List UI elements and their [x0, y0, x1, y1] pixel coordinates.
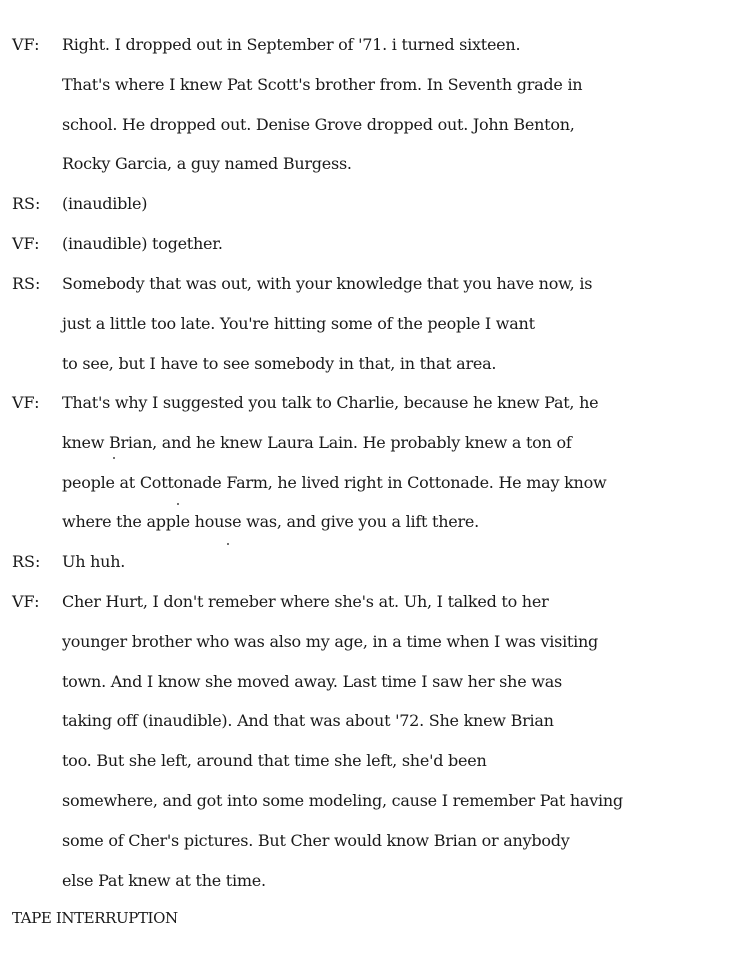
dialogue-line: where the apple house was, and give you a lift there.	[62, 512, 479, 532]
dialogue-text	[62, 542, 738, 582]
scan-speck	[113, 457, 115, 459]
tape-interruption-note: TAPE INTERRUPTION	[12, 909, 178, 927]
dialogue-line: town. And I know she moved away. Last time I saw her she was	[62, 671, 562, 691]
dialogue-text	[62, 582, 738, 900]
dialogue-text	[62, 383, 738, 542]
dialogue-line: too. But she left, around that time she left, she'd been	[62, 751, 487, 771]
dialogue-line: That's where I knew Pat Scott's brother from. In Seventh grade in	[62, 74, 583, 94]
dialogue-text	[62, 264, 738, 383]
speaker-label: RS:	[12, 194, 41, 213]
dialogue-line: school. He dropped out. Denise Grove dropped out. John Benton,	[62, 114, 575, 134]
dialogue-line: else Pat knew at the time.	[62, 870, 266, 890]
dialogue-line: younger brother who was also my age, in a time when I was visiting	[62, 631, 599, 651]
speaker-label: RS:	[12, 552, 41, 571]
speaker-label: RS:	[12, 274, 41, 293]
scan-speck	[177, 503, 179, 505]
dialogue-text	[62, 25, 738, 184]
speaker-label: VF:	[12, 592, 40, 611]
dialogue-line: knew Brian, and he knew Laura Lain. He probably knew a ton of	[62, 432, 572, 452]
dialogue-line: to see, but I have to see somebody in that, in that area.	[62, 353, 497, 373]
dialogue-line: just a little too late. You're hitting some of the people I want	[62, 313, 535, 333]
scan-speck	[227, 543, 229, 545]
dialogue-line: Somebody that was out, with your knowledge that you have now, is	[62, 274, 593, 293]
dialogue-line: (inaudible) together.	[62, 234, 223, 253]
speaker-label: VF:	[12, 35, 40, 54]
dialogue-line: taking off (inaudible). And that was about '72. She knew Brian	[62, 711, 554, 731]
speaker-label: VF:	[12, 393, 40, 412]
dialogue-line: Cher Hurt, I don't remeber where she's at. Uh, I talked to her	[62, 592, 549, 611]
dialogue-line: some of Cher's pictures. But Cher would know Brian or anybody	[62, 830, 570, 850]
dialogue-line: people at Cottonade Farm, he lived right in Cottonade. He may know	[62, 472, 607, 492]
dialogue-line: somewhere, and got into some modeling, cause I remember Pat having	[62, 790, 623, 810]
dialogue-line: That's why I suggested you talk to Charlie, because he knew Pat, he	[62, 393, 599, 412]
dialogue-text	[62, 184, 738, 224]
dialogue-line: Uh huh.	[62, 552, 126, 571]
speaker-label: VF:	[12, 234, 40, 253]
dialogue-text	[62, 224, 738, 264]
dialogue-line: (inaudible)	[62, 194, 148, 213]
dialogue-line: Rocky Garcia, a guy named Burgess.	[62, 154, 352, 174]
dialogue-line: Right. I dropped out in September of '71. i turned sixteen.	[62, 35, 521, 54]
